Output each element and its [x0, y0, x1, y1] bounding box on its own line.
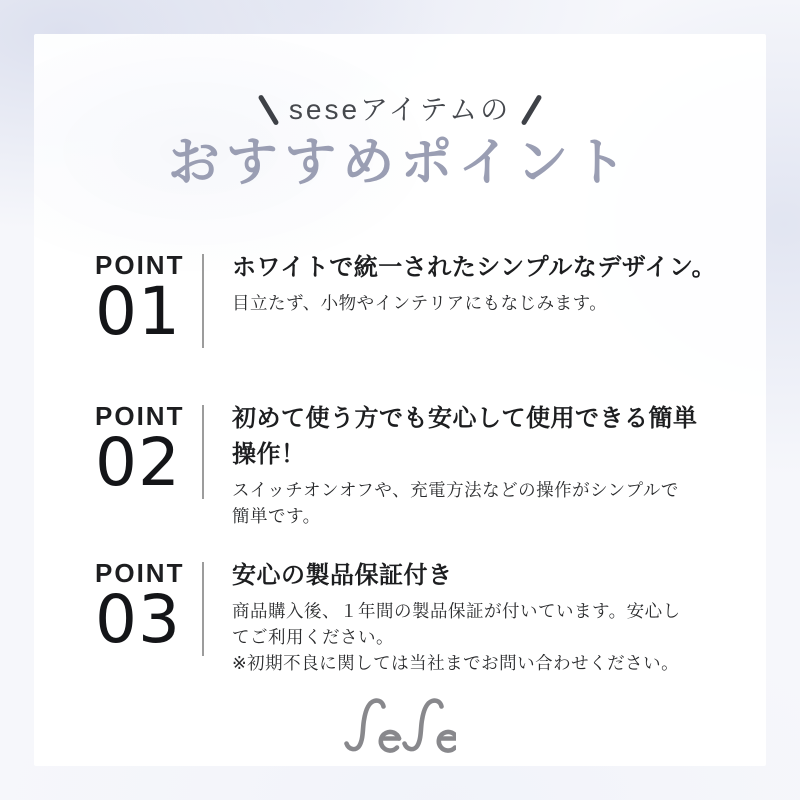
desc-line: ※初期不良に関しては当社までお問い合わせください。 — [232, 653, 680, 673]
point-01-head — [95, 250, 202, 350]
point-label: POINT — [95, 250, 185, 280]
point-label: POINT — [95, 401, 185, 431]
point-number: 01 — [95, 273, 181, 350]
point-number: 03 — [95, 581, 181, 658]
point-block-03 — [95, 558, 737, 676]
desc-line: 目立たず、小物やインテリアにもなじみます。 — [232, 293, 608, 313]
point-02-body — [232, 401, 737, 529]
point-title: 初めて使う方でも安心して使用できる簡単 — [232, 405, 698, 432]
point-description — [232, 477, 737, 529]
point-title: 操作！ — [232, 441, 306, 468]
desc-line: スイッチオンオフや、充電方法などの操作がシンプルで — [232, 480, 679, 500]
point-title: ホワイトで統一されたシンプルなデザイン。 — [232, 254, 717, 281]
point-block-02 — [95, 401, 737, 529]
page-title: おすすめポイント — [167, 134, 633, 192]
point-label: POINT — [95, 558, 185, 588]
point-block-01 — [95, 250, 737, 348]
point-01-body — [232, 250, 737, 316]
vertical-divider — [202, 254, 204, 348]
sese-logo-icon — [344, 698, 456, 756]
header — [0, 91, 800, 129]
desc-line: 商品購入後、１年間の製品保証が付いています。安心し — [232, 601, 681, 621]
desc-line: 簡単です。 — [232, 506, 321, 526]
backslash-decoration-icon — [257, 94, 279, 126]
point-03-body — [232, 558, 737, 676]
desc-line: てご利用ください。 — [232, 627, 394, 647]
slash-decoration-icon — [521, 94, 543, 126]
footer-logo — [0, 698, 800, 756]
vertical-divider — [202, 405, 204, 499]
brand-subtitle: seseアイテムの — [288, 94, 512, 125]
point-title: 安心の製品保証付き — [232, 562, 453, 589]
point-description — [232, 598, 737, 676]
point-description — [232, 290, 737, 316]
point-02-head — [95, 401, 202, 501]
vertical-divider — [202, 562, 204, 656]
point-number: 02 — [95, 424, 181, 501]
point-03-head — [95, 558, 202, 658]
